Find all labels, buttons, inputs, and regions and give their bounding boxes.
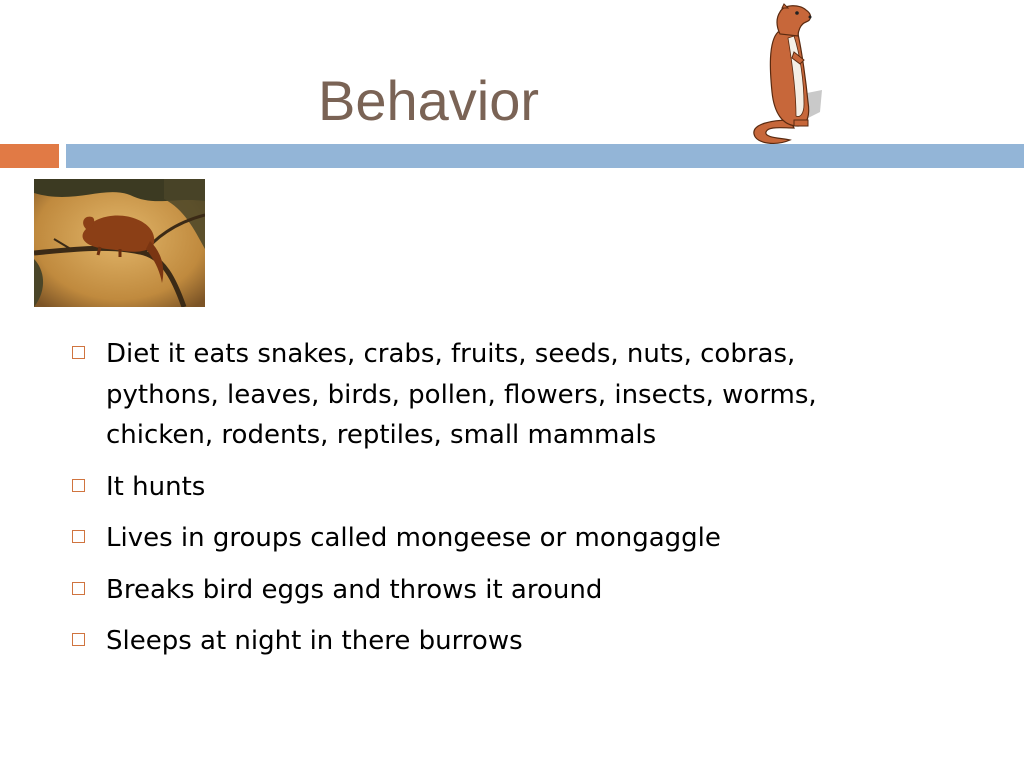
bullet-text: Sleeps at night in there burrows (106, 626, 523, 656)
bullet-text: Lives in groups called mongeese or mongaggle (106, 523, 721, 553)
accent-bar-orange (0, 144, 59, 168)
bullet-text: Breaks bird eggs and throws it around (106, 574, 603, 605)
square-bullet-icon (72, 346, 85, 359)
bullet-item (72, 334, 852, 456)
bullet-item (72, 467, 852, 508)
bullet-item (72, 621, 852, 662)
square-bullet-icon (72, 633, 85, 646)
bullet-item (72, 570, 852, 611)
bullet-text: It hunts (106, 471, 206, 502)
square-bullet-icon (72, 530, 85, 543)
bullet-list (72, 334, 852, 673)
standing-mongoose-clipart (742, 2, 828, 146)
mongoose-on-branch-photo (34, 179, 205, 307)
bullet-text: Diet it eats snakes, crabs, fruits, seeds, nuts, cobras, pythons, leaves, birds, pollen, flowers, insects, worms, chicken, rodents, reptiles, small mammals (106, 339, 817, 450)
square-bullet-icon (72, 582, 85, 595)
accent-bar-blue (66, 144, 1024, 168)
bullet-item (72, 518, 852, 559)
square-bullet-icon (72, 479, 85, 492)
slide-title: Behavior (318, 69, 540, 132)
